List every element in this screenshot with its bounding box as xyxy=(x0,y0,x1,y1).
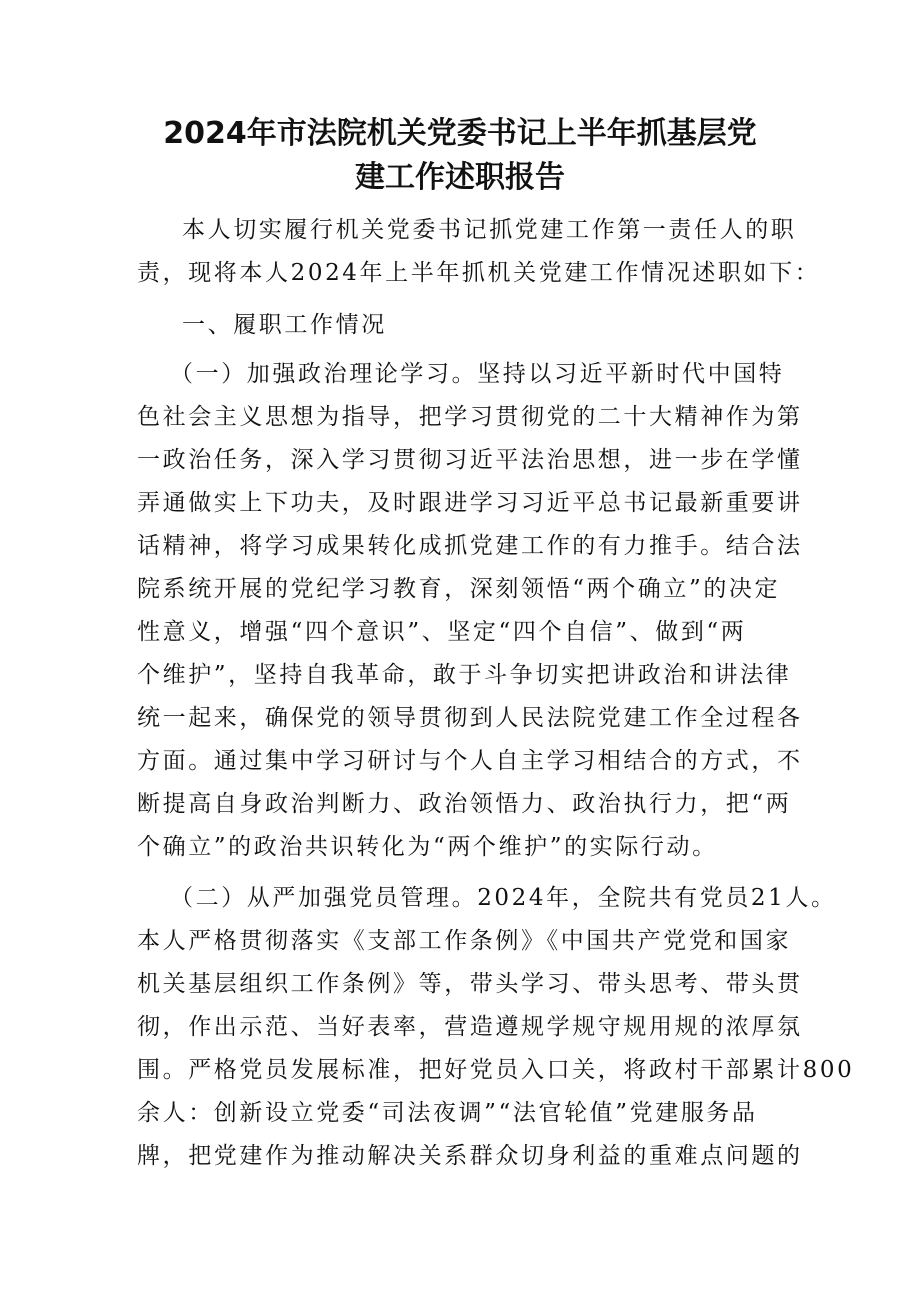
para-1-line-2: 色社会主义思想为指导，把学习贯彻党的二十大精神作为第 xyxy=(137,404,803,430)
intro-line-1: 本人切实履行机关党委书记抓党建工作第一责任人的职 xyxy=(182,217,797,243)
para-1-line-9: 统一起来，确保党的领导贯彻到人民法院党建工作全过程各 xyxy=(137,705,803,731)
para-2-line-5: 围。严格党员发展标准，把好党员入口关，将政村干部累计800 xyxy=(137,1057,855,1083)
intro-line-2: 责，现将本人2024年上半年抓机关党建工作情况述职如下： xyxy=(137,260,821,286)
para-1-line-12: 个确立”的政治共识转化为“两个维护”的实际行动。 xyxy=(137,834,718,860)
document-title-line-1: 2024年市法院机关党委书记上半年抓基层党 xyxy=(163,116,757,151)
para-1-line-8: 个维护”，坚持自我革命，敢于斗争切实把讲政治和讲法律 xyxy=(137,662,792,688)
para-1-line-4: 弄通做实上下功夫，及时跟进学习习近平总书记最新重要讲 xyxy=(137,490,803,516)
para-2-line-4: 彻，作出示范、当好表率，营造遵规学规守规用规的浓厚氛 xyxy=(137,1014,803,1040)
para-2-line-6: 余人：创新设立党委“司法夜调”“法官轮值”党建服务品 xyxy=(137,1100,758,1126)
para-2-line-2: 本人严格贯彻落实《支部工作条例》《中国共产党党和国家 xyxy=(137,928,792,954)
document-title-line-2: 建工作述职报告 xyxy=(355,160,565,195)
para-1-line-6: 院系统开展的党纪学习教育，深刻领悟“两个确立”的决定 xyxy=(137,576,781,602)
para-2-line-1: （二）从严加强党员管理。2024年，全院共有党员21人。 xyxy=(170,885,837,911)
para-2-line-3: 机关基层组织工作条例》等，带头学习、带头思考、带头贯 xyxy=(137,971,803,997)
para-1-line-5: 话精神，将学习成果转化成抓党建工作的有力推手。结合法 xyxy=(137,533,803,559)
para-1-line-11: 断提高自身政治判断力、政治领悟力、政治执行力，把“两 xyxy=(137,791,792,817)
section-heading: 一、履职工作情况 xyxy=(182,312,387,338)
para-2-line-7: 牌，把党建作为推动解决关系群众切身利益的重难点问题的 xyxy=(137,1143,803,1169)
para-1-line-3: 一政治任务，深入学习贯彻习近平法治思想，进一步在学懂 xyxy=(137,447,803,473)
para-1-line-10: 方面。通过集中学习研讨与个人自主学习相结合的方式，不 xyxy=(137,748,803,774)
para-1-line-1: （一）加强政治理论学习。坚持以习近平新时代中国特 xyxy=(170,361,785,387)
para-1-line-7: 性意义，增强“四个意识”、坚定“四个自信”、做到“两 xyxy=(137,619,747,645)
